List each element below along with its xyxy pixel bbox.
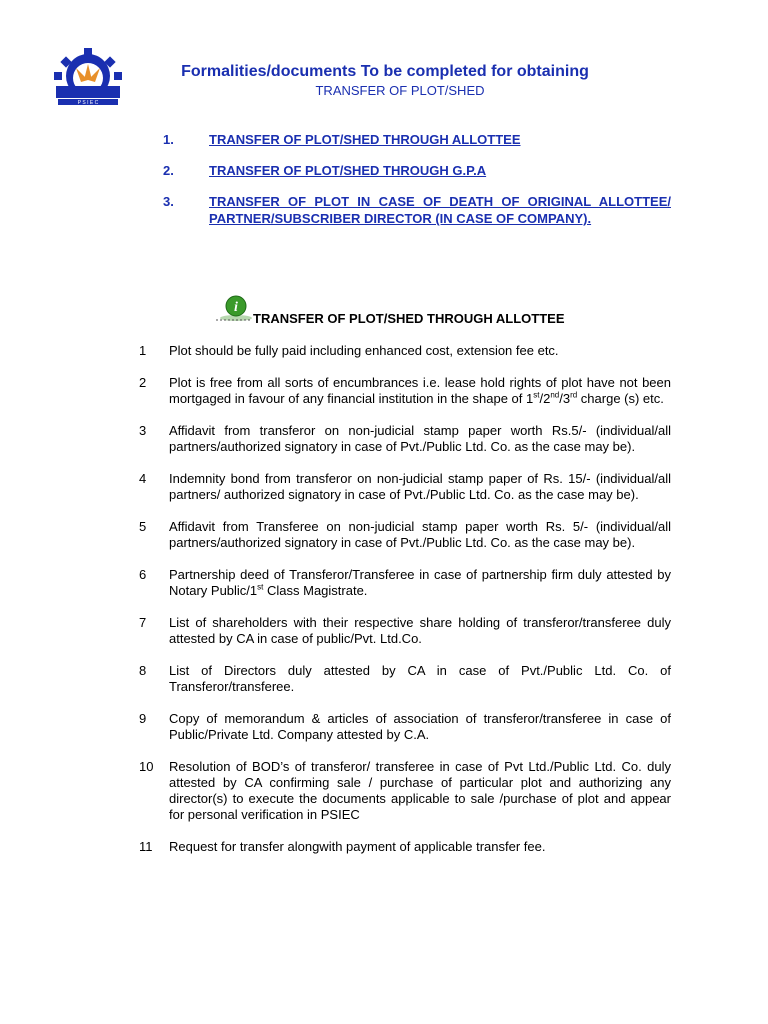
item-number: 7	[139, 615, 147, 630]
page-title: Formalities/documents To be completed for obtaining	[181, 63, 589, 80]
item-number: 5	[139, 519, 147, 534]
superscript: rd	[570, 390, 578, 400]
item-text: Resolution of BOD’s of transferor/ transferee in case of Pvt Ltd./Public Ltd. Co. duly attested by CA confirming sale / purchase of particular plot and authorizing any director(s) to execute the documents applicable to sale /purchase of plot and appear for personal verification in PSIEC	[169, 759, 671, 822]
item-number: 11	[139, 839, 153, 854]
svg-text:P S I E C: P S I E C	[77, 100, 99, 106]
item-text: Class Magistrate.	[263, 583, 368, 598]
toc-link[interactable]: TRANSFER OF PLOT/SHED THROUGH G.P.A	[209, 163, 487, 178]
item-text: Plot should be fully paid including enhanced cost, extension fee etc.	[169, 343, 559, 358]
psiec-logo	[48, 42, 128, 110]
item-text: Copy of memorandum & articles of association of transferor/transferee in case of Public/Private Ltd. Company attested by C.A.	[169, 711, 671, 742]
toc-number: 3.	[163, 194, 174, 209]
list-item	[139, 519, 671, 551]
section-heading-text: TRANSFER OF PLOT/SHED THROUGH ALLOTTEE	[253, 311, 565, 326]
item-number: 2	[139, 375, 147, 390]
item-number: 6	[139, 567, 147, 582]
superscript: st	[533, 390, 540, 400]
item-text: /2	[539, 391, 551, 406]
item-number: 3	[139, 423, 147, 438]
item-number: 1	[139, 343, 147, 358]
table-of-contents	[163, 131, 671, 241]
item-number: 4	[139, 471, 147, 486]
item-text: Request for transfer alongwith payment of applicable transfer fee.	[169, 839, 546, 854]
item-text: Affidavit from transferor on non-judicial stamp paper worth Rs.5/- (individual/all partners/authorized signatory in case of Pvt./Public Ltd. Co. as the case may be).	[169, 423, 671, 454]
toc-link[interactable]: TRANSFER OF PLOT/SHED THROUGH ALLOTTEE	[209, 132, 521, 147]
list-item	[139, 375, 671, 407]
item-text: Partnership deed of Transferor/Transferee in case of partnership firm duly attested by Notary Public/1	[169, 567, 671, 598]
list-item	[139, 839, 671, 855]
superscript: st	[257, 582, 264, 592]
list-item	[139, 471, 671, 503]
item-text: List of Directors duly attested by CA in case of Pvt./Public Ltd. Co. of Transferor/transferee.	[169, 663, 671, 694]
requirements-list	[139, 343, 671, 871]
page-subtitle: TRANSFER OF PLOT/SHED	[315, 83, 485, 98]
item-text: Indemnity bond from transferor on non-judicial stamp paper of Rs. 15/- (individual/all partners/ authorized signatory in case of Pvt./Public Ltd. Co. as the case may be).	[169, 471, 671, 502]
list-item	[139, 711, 671, 743]
list-item	[139, 663, 671, 695]
item-number: 8	[139, 663, 147, 678]
item-number: 9	[139, 711, 147, 726]
toc-number: 1.	[163, 132, 174, 147]
toc-number: 2.	[163, 163, 174, 178]
item-text: /3	[559, 391, 571, 406]
info-icon	[214, 294, 254, 322]
toc-link[interactable]: TRANSFER OF PLOT IN CASE OF DEATH OF ORIGINAL ALLOTTEE/ PARTNER/SUBSCRIBER DIRECTOR (IN CASE OF COMPANY).	[209, 194, 671, 226]
toc-item[interactable]	[163, 193, 671, 227]
item-text: Affidavit from Transferee on non-judicial stamp paper worth Rs. 5/- (individual/all partners/authorized signatory in case of Pvt./Public Ltd. Co. as the case may be).	[169, 519, 671, 550]
toc-item[interactable]	[163, 162, 671, 179]
toc-item[interactable]	[163, 131, 671, 148]
item-text: List of shareholders with their respective share holding of transferor/transferee duly attested by CA in case of public/Pvt. Ltd.Co.	[169, 615, 671, 646]
item-number: 10	[139, 759, 154, 774]
list-item	[139, 615, 671, 647]
list-item	[139, 343, 671, 359]
list-item	[139, 423, 671, 455]
list-item	[139, 759, 671, 823]
superscript: nd	[550, 390, 560, 400]
item-text: Plot is free from all sorts of encumbrances i.e. lease hold rights of plot have not been mortgaged in favour of any financial institution in the shape of 1	[169, 375, 671, 406]
list-item	[139, 567, 671, 599]
svg-text:i: i	[234, 300, 238, 315]
section-heading	[210, 298, 680, 328]
item-text: charge (s) etc.	[577, 391, 664, 406]
